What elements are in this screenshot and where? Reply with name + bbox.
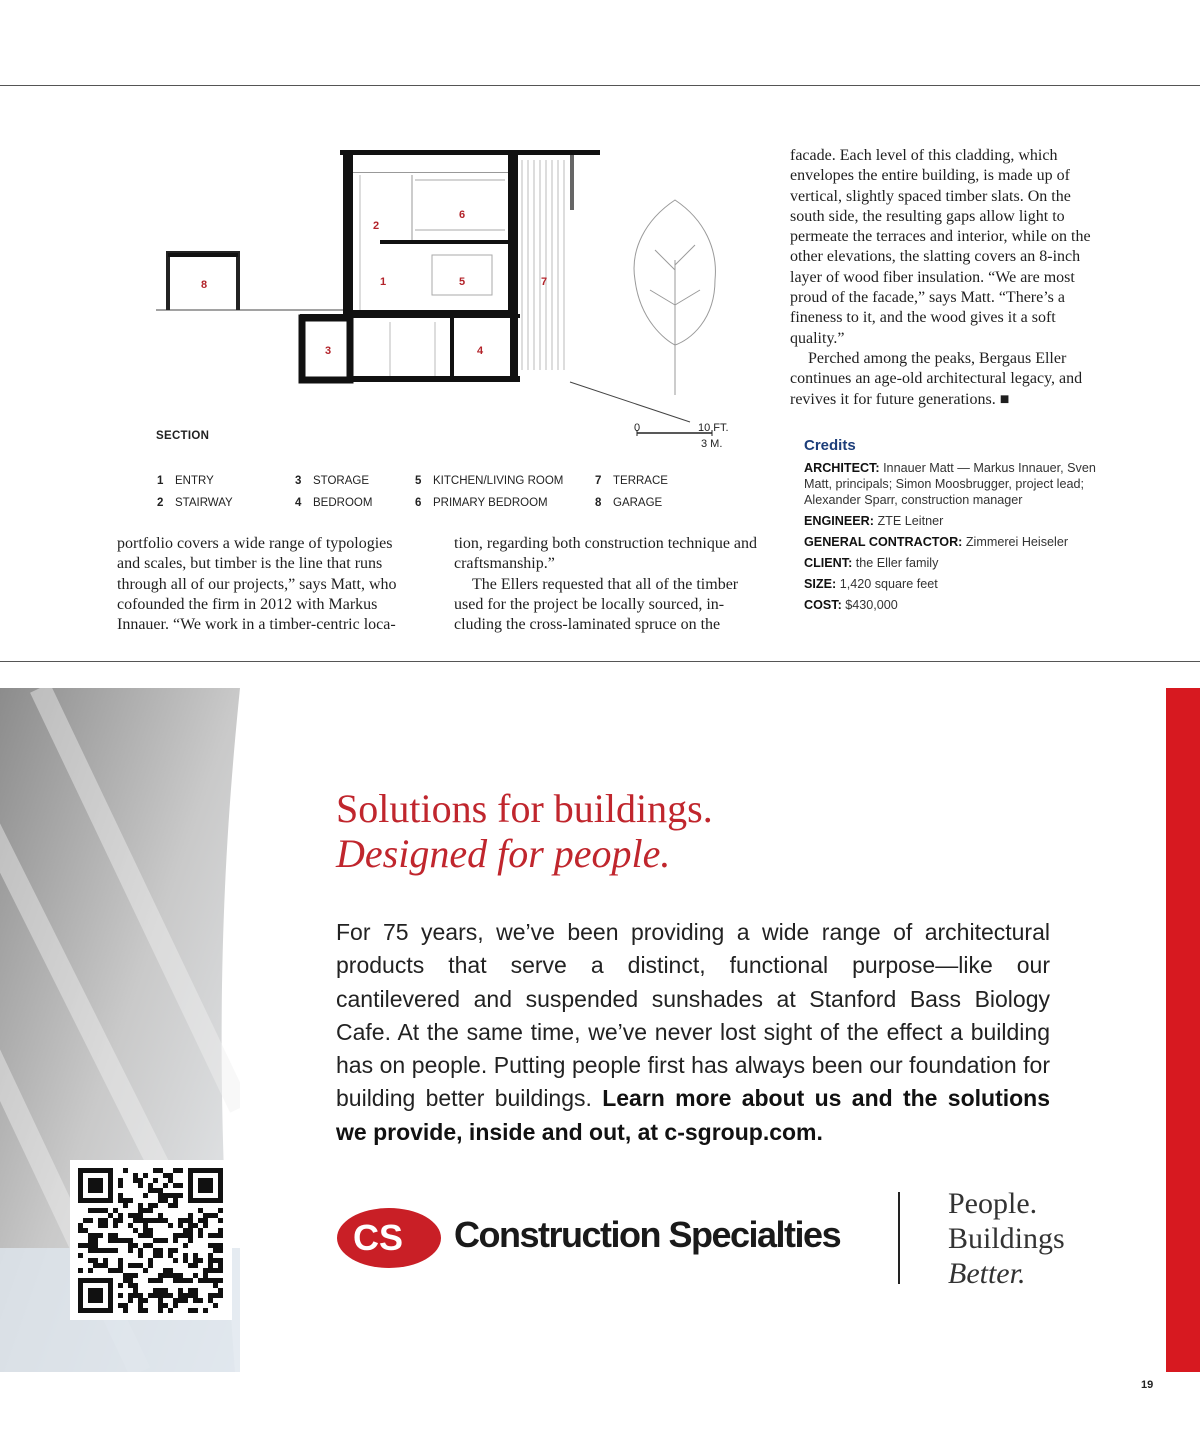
- article-right-column: [790, 146, 1100, 410]
- ad-call-to-action[interactable]: Learn more about us and the solutions we provide, inside and out, at c-sgroup.com.: [336, 1085, 1051, 1145]
- tagline: People. Buildings Better.: [948, 1187, 1065, 1290]
- room-number: 8: [201, 279, 208, 291]
- credits-title: Credits: [804, 437, 856, 454]
- legend-item: 6 PRIMARY BEDROOM: [415, 497, 548, 509]
- room-number: 2: [373, 220, 380, 232]
- qr-code[interactable]: [70, 1160, 232, 1320]
- section-title: SECTION: [156, 430, 210, 442]
- room-number: 7: [541, 276, 548, 288]
- article-paragraph: tion, regarding both construction technique and craftsmanship.”: [454, 535, 758, 573]
- credit-row: CLIENT: the Eller family: [804, 556, 939, 570]
- brand-name: Construction Specialties: [454, 1214, 841, 1255]
- scale-zero: 0: [634, 422, 641, 434]
- section-drawing: [150, 140, 750, 430]
- room-number: 1: [380, 276, 387, 288]
- scale-meters: 3 M.: [701, 438, 723, 450]
- article-left-column: [117, 534, 417, 635]
- credit-row: ARCHITECT: Innauer Matt — Markus Innauer, Sven Matt, principals; Simon Moosbrugger, project lead; Alexander Sparr, construction manager: [804, 461, 1096, 507]
- credit-row: SIZE: 1,420 square feet: [804, 577, 938, 591]
- scale-feet: 10 FT.: [698, 422, 729, 434]
- page-number: 19: [1141, 1379, 1154, 1391]
- svg-text:CS: CS: [352, 1217, 404, 1258]
- credit-row: GENERAL CONTRACTOR: Zimmerei Heiseler: [804, 535, 1069, 549]
- credit-row: COST: $430,000: [804, 598, 898, 612]
- legend-item: 4 BEDROOM: [295, 497, 373, 509]
- article-paragraph: facade. Each level of this cladding, which envelopes the entire building, is made up of vertical, slightly spaced timber slats. On the south side, the resulting gaps allow light to permeate the terraces and interior, while on the other elevations, the slatting covers an 8-inch layer of wood fiber insulation. “We are most proud of the facade,” says Matt. “There’s a fineness to it, and the wood gives it a soft quality.”: [790, 147, 1091, 347]
- ad-body: For 75 years, we’ve been providing a wide range of architectural products that serve a distinct, functional purpose—like our cantilevered and suspended sunshades at Stanford Bass Biology Cafe. At the same time, we’ve never lost sight of the effect a building has on people. Putting people first has always been our foundation for building better buildings. Learn more about us and the solutions we provide, inside and out, at c-sgroup.com.: [336, 919, 1051, 1145]
- article-paragraph: The Ellers requested that all of the timber used for the project be locally sourced, in-cluding the cross-laminated spruce on the: [454, 575, 739, 634]
- article-paragraph: portfolio covers a wide range of typologies and scales, but timber is the line that runs through all of our projects,” says Matt, who cofounded the firm in 2012 with Markus Innauer. “We work in a timber-centric loca-: [117, 535, 397, 634]
- room-number: 5: [459, 276, 466, 288]
- credits-box: [804, 438, 1104, 618]
- article-paragraph: Perched among the peaks, Bergaus Eller continues an age-old architectural legacy, and revives it for future generations. ■: [790, 349, 1083, 408]
- legend-item: 3 STORAGE: [295, 475, 370, 487]
- divider: [898, 1192, 900, 1284]
- room-number: 4: [477, 345, 484, 357]
- legend-item: 5 KITCHEN/LIVING ROOM: [415, 475, 564, 487]
- cs-logo-icon: [334, 1206, 444, 1275]
- mid-rule: [0, 661, 1200, 662]
- legend-item: 2 STAIRWAY: [157, 497, 233, 509]
- room-number: 3: [325, 345, 332, 357]
- top-rule: [0, 85, 1200, 86]
- red-accent-bar: [1166, 688, 1200, 1372]
- article-mid-column: [454, 534, 759, 635]
- legend-item: 8 GARAGE: [595, 497, 663, 509]
- ad-headline: Solutions for buildings. Designed for people.: [336, 786, 713, 876]
- legend-item: 7 TERRACE: [595, 475, 668, 487]
- credit-row: ENGINEER: ZTE Leitner: [804, 514, 944, 528]
- room-number: 6: [459, 209, 466, 221]
- legend-item: 1 ENTRY: [157, 475, 214, 487]
